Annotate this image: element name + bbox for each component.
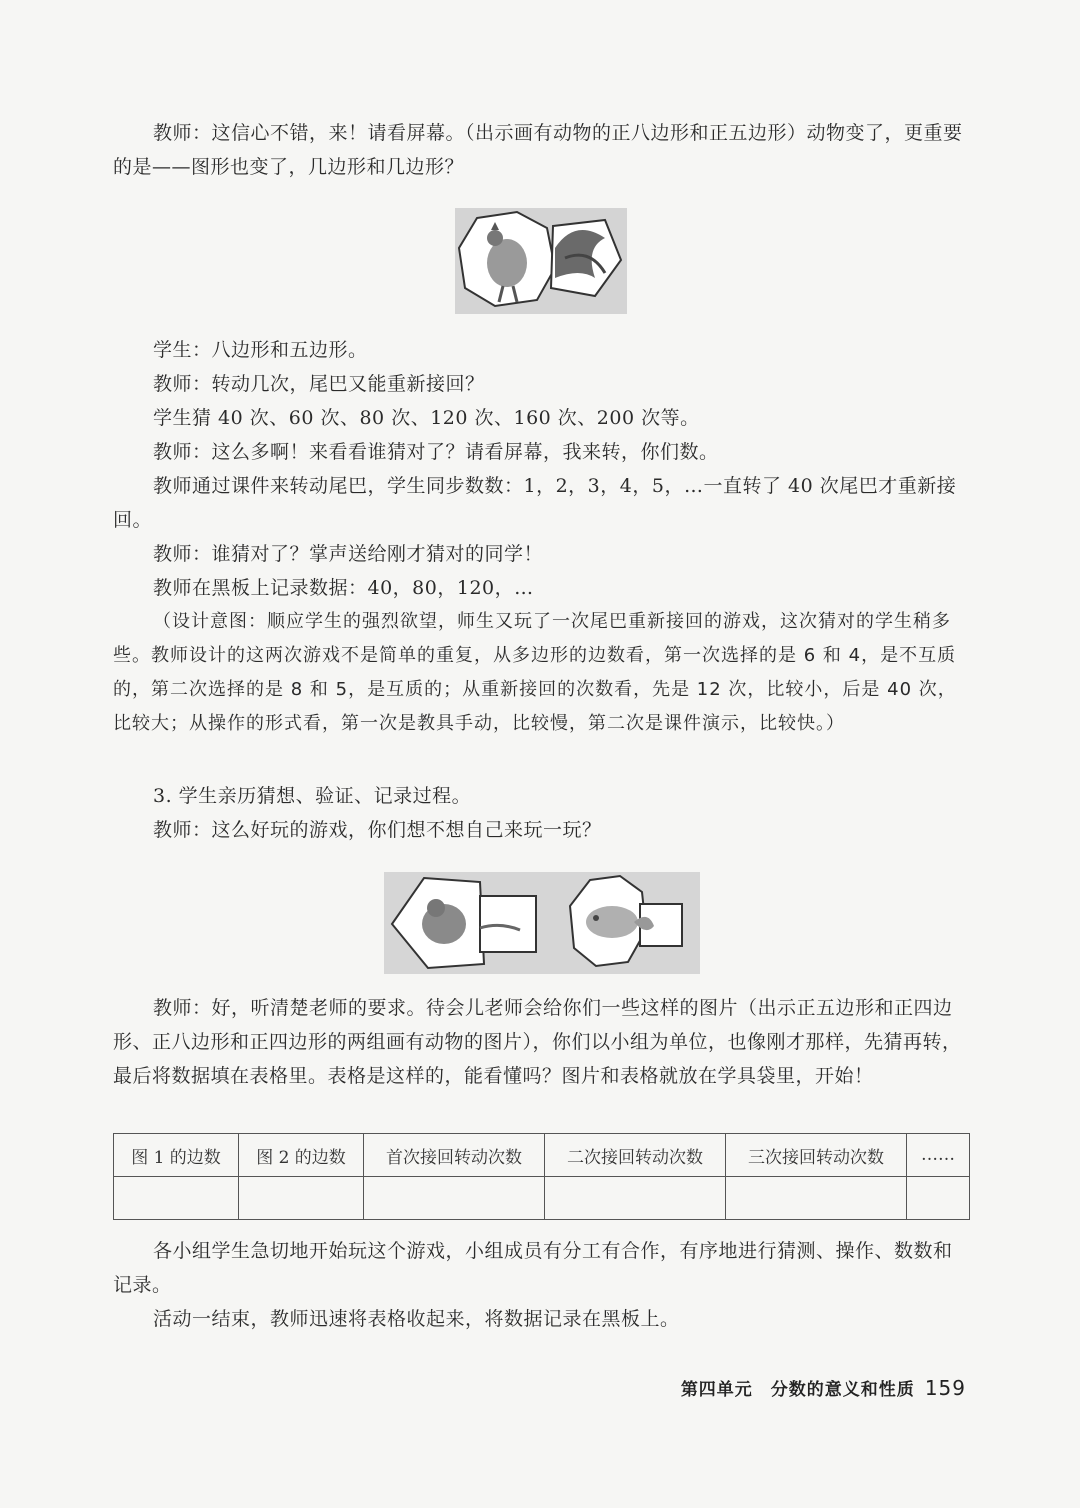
paragraph: 教师：这么好玩的游戏，你们想不想自己来玩一玩？ — [153, 819, 602, 841]
table-cell — [114, 1177, 239, 1220]
paragraph: 教师：谁猜对了？掌声送给刚才猜对的同学！ — [153, 543, 544, 565]
design-intent-note: （设计意图：顺应学生的强烈欲望，师生又玩了一次尾巴重新接回的游戏，这次猜对的学生稍多些。教师设计的这两次游戏不是简单的重复，从多边形的边数看，第一次选择的是 6 和 4，是不互质的，第二次选择的是 8 和 5，是互质的；从重新接回的次数看，先是 12 次，比较小，后是 40 次，比较大；从操作的形式看，第一次是教具手动，比较慢，第二次是课件演示，比较快。） — [113, 611, 957, 734]
table-header-cell: …… — [907, 1134, 970, 1177]
paragraph: 各小组学生急切地开始玩这个游戏，小组成员有分工有合作，有序地进行猜测、操作、数数和记录。 — [113, 1240, 953, 1296]
paragraph: 学生猜 40 次、60 次、80 次、120 次、160 次、200 次等。 — [153, 407, 700, 429]
animal-puzzles-figure — [384, 872, 700, 974]
table-cell — [907, 1177, 970, 1220]
paragraph: 学生：八边形和五边形。 — [153, 339, 368, 361]
page-footer — [681, 1375, 966, 1400]
table-header-cell: 图 1 的边数 — [114, 1134, 239, 1177]
table-cell — [545, 1177, 726, 1220]
table-header-cell: 二次接回转动次数 — [545, 1134, 726, 1177]
paragraph: 教师在黑板上记录数据：40，80，120，… — [153, 577, 534, 599]
page-number: 159 — [924, 1376, 966, 1400]
chapter-title: 第四单元 分数的意义和性质 — [680, 1380, 915, 1400]
table-header-cell: 图 2 的边数 — [239, 1134, 364, 1177]
paragraph: 3. 学生亲历猜想、验证、记录过程。 — [153, 785, 472, 807]
table-cell — [364, 1177, 545, 1220]
table-row — [114, 1177, 970, 1220]
paragraph: 教师：这信心不错，来！请看屏幕。（出示画有动物的正八边形和正五边形）动物变了，更重要的是——图形也变了，几边形和几边形？ — [113, 122, 963, 178]
paragraph: 教师：好，听清楚老师的要求。待会儿老师会给你们一些这样的图片（出示正五边形和正四边形、正八边形和正四边形的两组画有动物的图片），你们以小组为单位，也像刚才那样，先猜再转，最后将数据填在表格里。表格是这样的，能看懂吗？图片和表格就放在学具袋里，开始！ — [113, 997, 962, 1087]
record-table — [113, 1133, 970, 1220]
paragraph: 教师通过课件来转动尾巴，学生同步数数：1，2，3，4，5，…一直转了 40 次尾巴才重新接回。 — [113, 475, 957, 531]
table-header-cell: 首次接回转动次数 — [364, 1134, 545, 1177]
rooster-figure — [455, 208, 627, 314]
paragraph: 活动一结束，教师迅速将表格收起来，将数据记录在黑板上。 — [153, 1308, 680, 1330]
table-cell — [726, 1177, 907, 1220]
table-cell — [239, 1177, 364, 1220]
paragraph: 教师：转动几次，尾巴又能重新接回？ — [153, 373, 485, 395]
paragraph: 教师：这么多啊！来看看谁猜对了？请看屏幕，我来转，你们数。 — [153, 441, 719, 463]
table-header-row — [114, 1134, 970, 1177]
table-header-cell: 三次接回转动次数 — [726, 1134, 907, 1177]
